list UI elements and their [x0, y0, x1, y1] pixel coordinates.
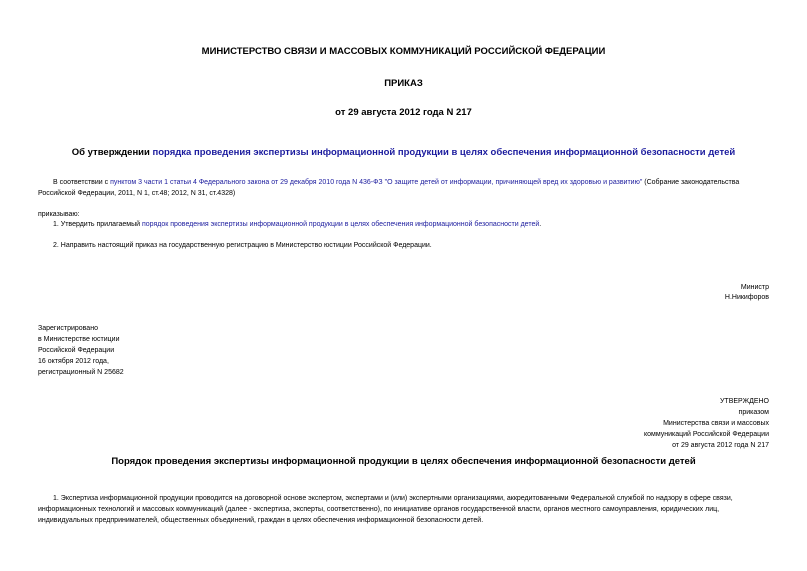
ministry-heading: МИНИСТЕРСТВО СВЯЗИ И МАССОВЫХ КОММУНИКАЦИЙ РОССИЙСКОЙ ФЕДЕРАЦИИ — [201, 46, 606, 57]
order-item-1-end: . — [539, 221, 542, 228]
registration-line-5: регистрационный N 25682 — [38, 369, 124, 376]
order-item-1-text: 1. Утвердить прилагаемый — [53, 221, 142, 228]
signature-position: Министр — [740, 284, 769, 291]
registration-line-3: Российской Федерации — [38, 347, 115, 354]
title-prefix: Об утверждении — [71, 147, 153, 158]
preamble-line-2: Российской Федерации, 2011, N 1, ст.48; 2012, N 31, ст.4328) — [38, 190, 236, 197]
procedure-para-text-1: 1. Экспертиза информационной продукции проводится на договорной основе экспертом, экспертами и (или) экспертными организациями, аккредитованными Федеральной службой по надзору в сфере связи, — [53, 495, 733, 502]
order-verb: приказываю: — [38, 211, 80, 218]
preamble-line-1 — [53, 177, 773, 188]
document-type: ПРИКАЗ — [384, 78, 423, 89]
order-item-1 — [53, 219, 541, 230]
approval-line-2: приказом — [738, 409, 769, 416]
procedure-para-line-3: индивидуальных предпринимателей, общественных объединений, граждан в целях обеспечения информационной безопасности детей. — [38, 517, 484, 524]
preamble-text-a: В соответствии с — [53, 179, 111, 186]
order-item-2: 2. Направить настоящий приказ на государственную регистрацию в Министерство юстиции Российской Федерации. — [53, 242, 432, 249]
document-title — [0, 147, 807, 158]
law-link[interactable]: пунктом 3 части 1 статьи 4 Федерального закона от 29 декабря 2010 года N 436-ФЗ "О защите детей от информации, причиняющей вред их здоровью и развитию" — [110, 179, 643, 186]
approval-line-4: коммуникаций Российской Федерации — [643, 431, 769, 438]
procedure-para-line-2: информационных технологий и массовых коммуникаций (далее - экспертиза, эксперты, соответственно), по инициативе органов государственной власти, органов местного самоуправления, юридических лиц, — [38, 506, 720, 513]
signature-name: Н.Никифоров — [724, 294, 769, 301]
approval-block — [560, 396, 769, 451]
title-link[interactable]: порядка проведения экспертизы информационной продукции в целях обеспечения информационной безопасности детей — [152, 147, 736, 158]
document-date: от 29 августа 2012 года N 217 — [335, 107, 472, 118]
registration-line-4: 16 октября 2012 года, — [38, 358, 109, 365]
procedure-title: Порядок проведения экспертизы информационной продукции в целях обеспечения информационной безопасности детей — [111, 456, 696, 467]
approval-line-5: от 29 августа 2012 года N 217 — [672, 442, 769, 449]
registration-block — [38, 323, 124, 378]
preamble-text-b: (Собрание законодательства — [642, 179, 740, 186]
procedure-para-line-1 — [38, 493, 769, 504]
approval-line-1: УТВЕРЖДЕНО — [719, 398, 769, 405]
approval-line-3: Министерства связи и массовых — [663, 420, 769, 427]
procedure-link[interactable]: порядок проведения экспертизы информационной продукции в целях обеспечения информационной безопасности детей — [141, 221, 540, 228]
registration-line-2: в Министерстве юстиции — [38, 336, 120, 343]
registration-line-1: Зарегистрировано — [38, 325, 98, 332]
